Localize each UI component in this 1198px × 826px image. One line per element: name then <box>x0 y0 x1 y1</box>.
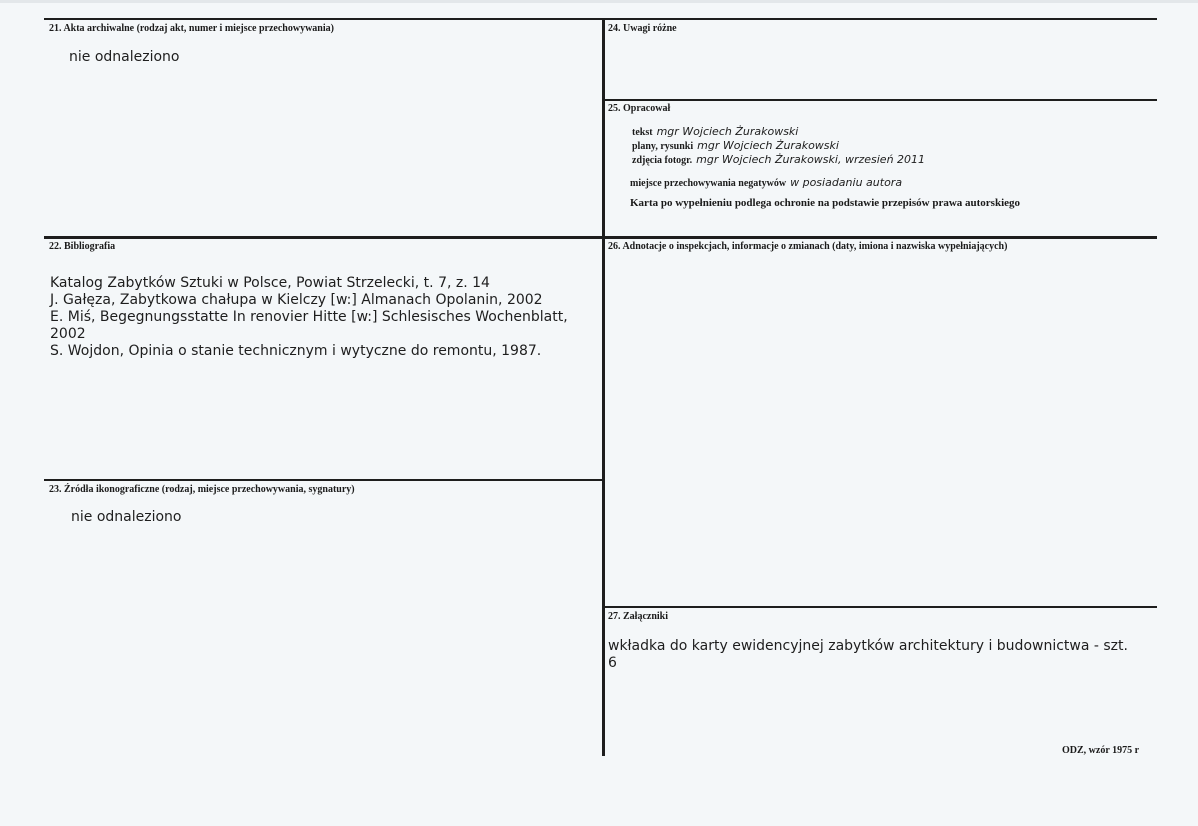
s25-plany-label: plany, rysunki <box>632 141 694 152</box>
s25-tekst-value: mgr Wojciech Żurakowski <box>656 125 799 138</box>
s22-bibliography-line: E. Miś, Begegnungsstatte In renovier Hitte [w:] Schlesisches Wochenblatt, <box>50 309 568 325</box>
s23-header: 23. Źródła ikonograficzne (rodzaj, miejsce przechowywania, sygnatury) <box>49 484 355 495</box>
s25-zdjecia-label: zdjęcia fotogr. <box>632 155 693 166</box>
s22-bibliography-line: S. Wojdon, Opinia o stanie technicznym i wytyczne do remontu, 1987. <box>50 343 542 359</box>
s21-header: 21. Akta archiwalne (rodzaj akt, numer i miejsce przechowywania) <box>49 23 334 34</box>
s21-value: nie odnaleziono <box>69 49 180 65</box>
s25-negatywy-row <box>630 173 902 191</box>
s22-bibliography-line: J. Gałęza, Zabytkowa chałupa w Kielczy [w:] Almanach Opolanin, 2002 <box>50 292 543 308</box>
s22-bibliography-line: Katalog Zabytków Sztuki w Polsce, Powiat Strzelecki, t. 7, z. 14 <box>50 275 490 291</box>
border-row2-top <box>44 236 1157 239</box>
column-divider <box>602 18 605 756</box>
s25-plany-value: mgr Wojciech Żurakowski <box>697 139 839 152</box>
s26-header: 26. Adnotacje o inspekcjach, informacje o zmianach (daty, imiona i nazwiska wypełniających) <box>608 241 1008 252</box>
s27-attachment-line1: wkładka do karty ewidencyjnej zabytków architektury i budownictwa - szt. <box>608 638 1128 654</box>
s22-header: 22. Bibliografia <box>49 241 116 252</box>
s27-attachment-line2: 6 <box>608 655 617 671</box>
page-top-edge <box>0 0 1198 3</box>
border-s23-top <box>44 479 604 481</box>
border-s25-top <box>604 99 1157 101</box>
s27-header: 27. Załączniki <box>608 611 669 622</box>
s24-header: 24. Uwagi różne <box>608 23 677 34</box>
s22-bibliography-line: 2002 <box>50 326 86 342</box>
border-s27-top <box>604 606 1157 608</box>
s25-copyright-note: Karta po wypełnieniu podlega ochronie na podstawie przepisów prawa autorskiego <box>630 197 1021 209</box>
border-top <box>44 18 1157 20</box>
s25-negatywy-value: w posiadaniu autora <box>790 176 903 189</box>
s23-value: nie odnaleziono <box>71 509 182 525</box>
s25-negatywy-label: miejsce przechowywania negatywów <box>630 178 787 189</box>
s25-zdjecia-value: mgr Wojciech Żurakowski, wrzesień 2011 <box>696 153 926 166</box>
s22-bibliography-list <box>50 275 568 360</box>
form-footer-code: ODZ, wzór 1975 r <box>1062 745 1140 756</box>
s25-tekst-label: tekst <box>632 127 653 138</box>
s25-header: 25. Opracował <box>608 103 671 114</box>
s25-zdjecia-row <box>632 150 925 168</box>
